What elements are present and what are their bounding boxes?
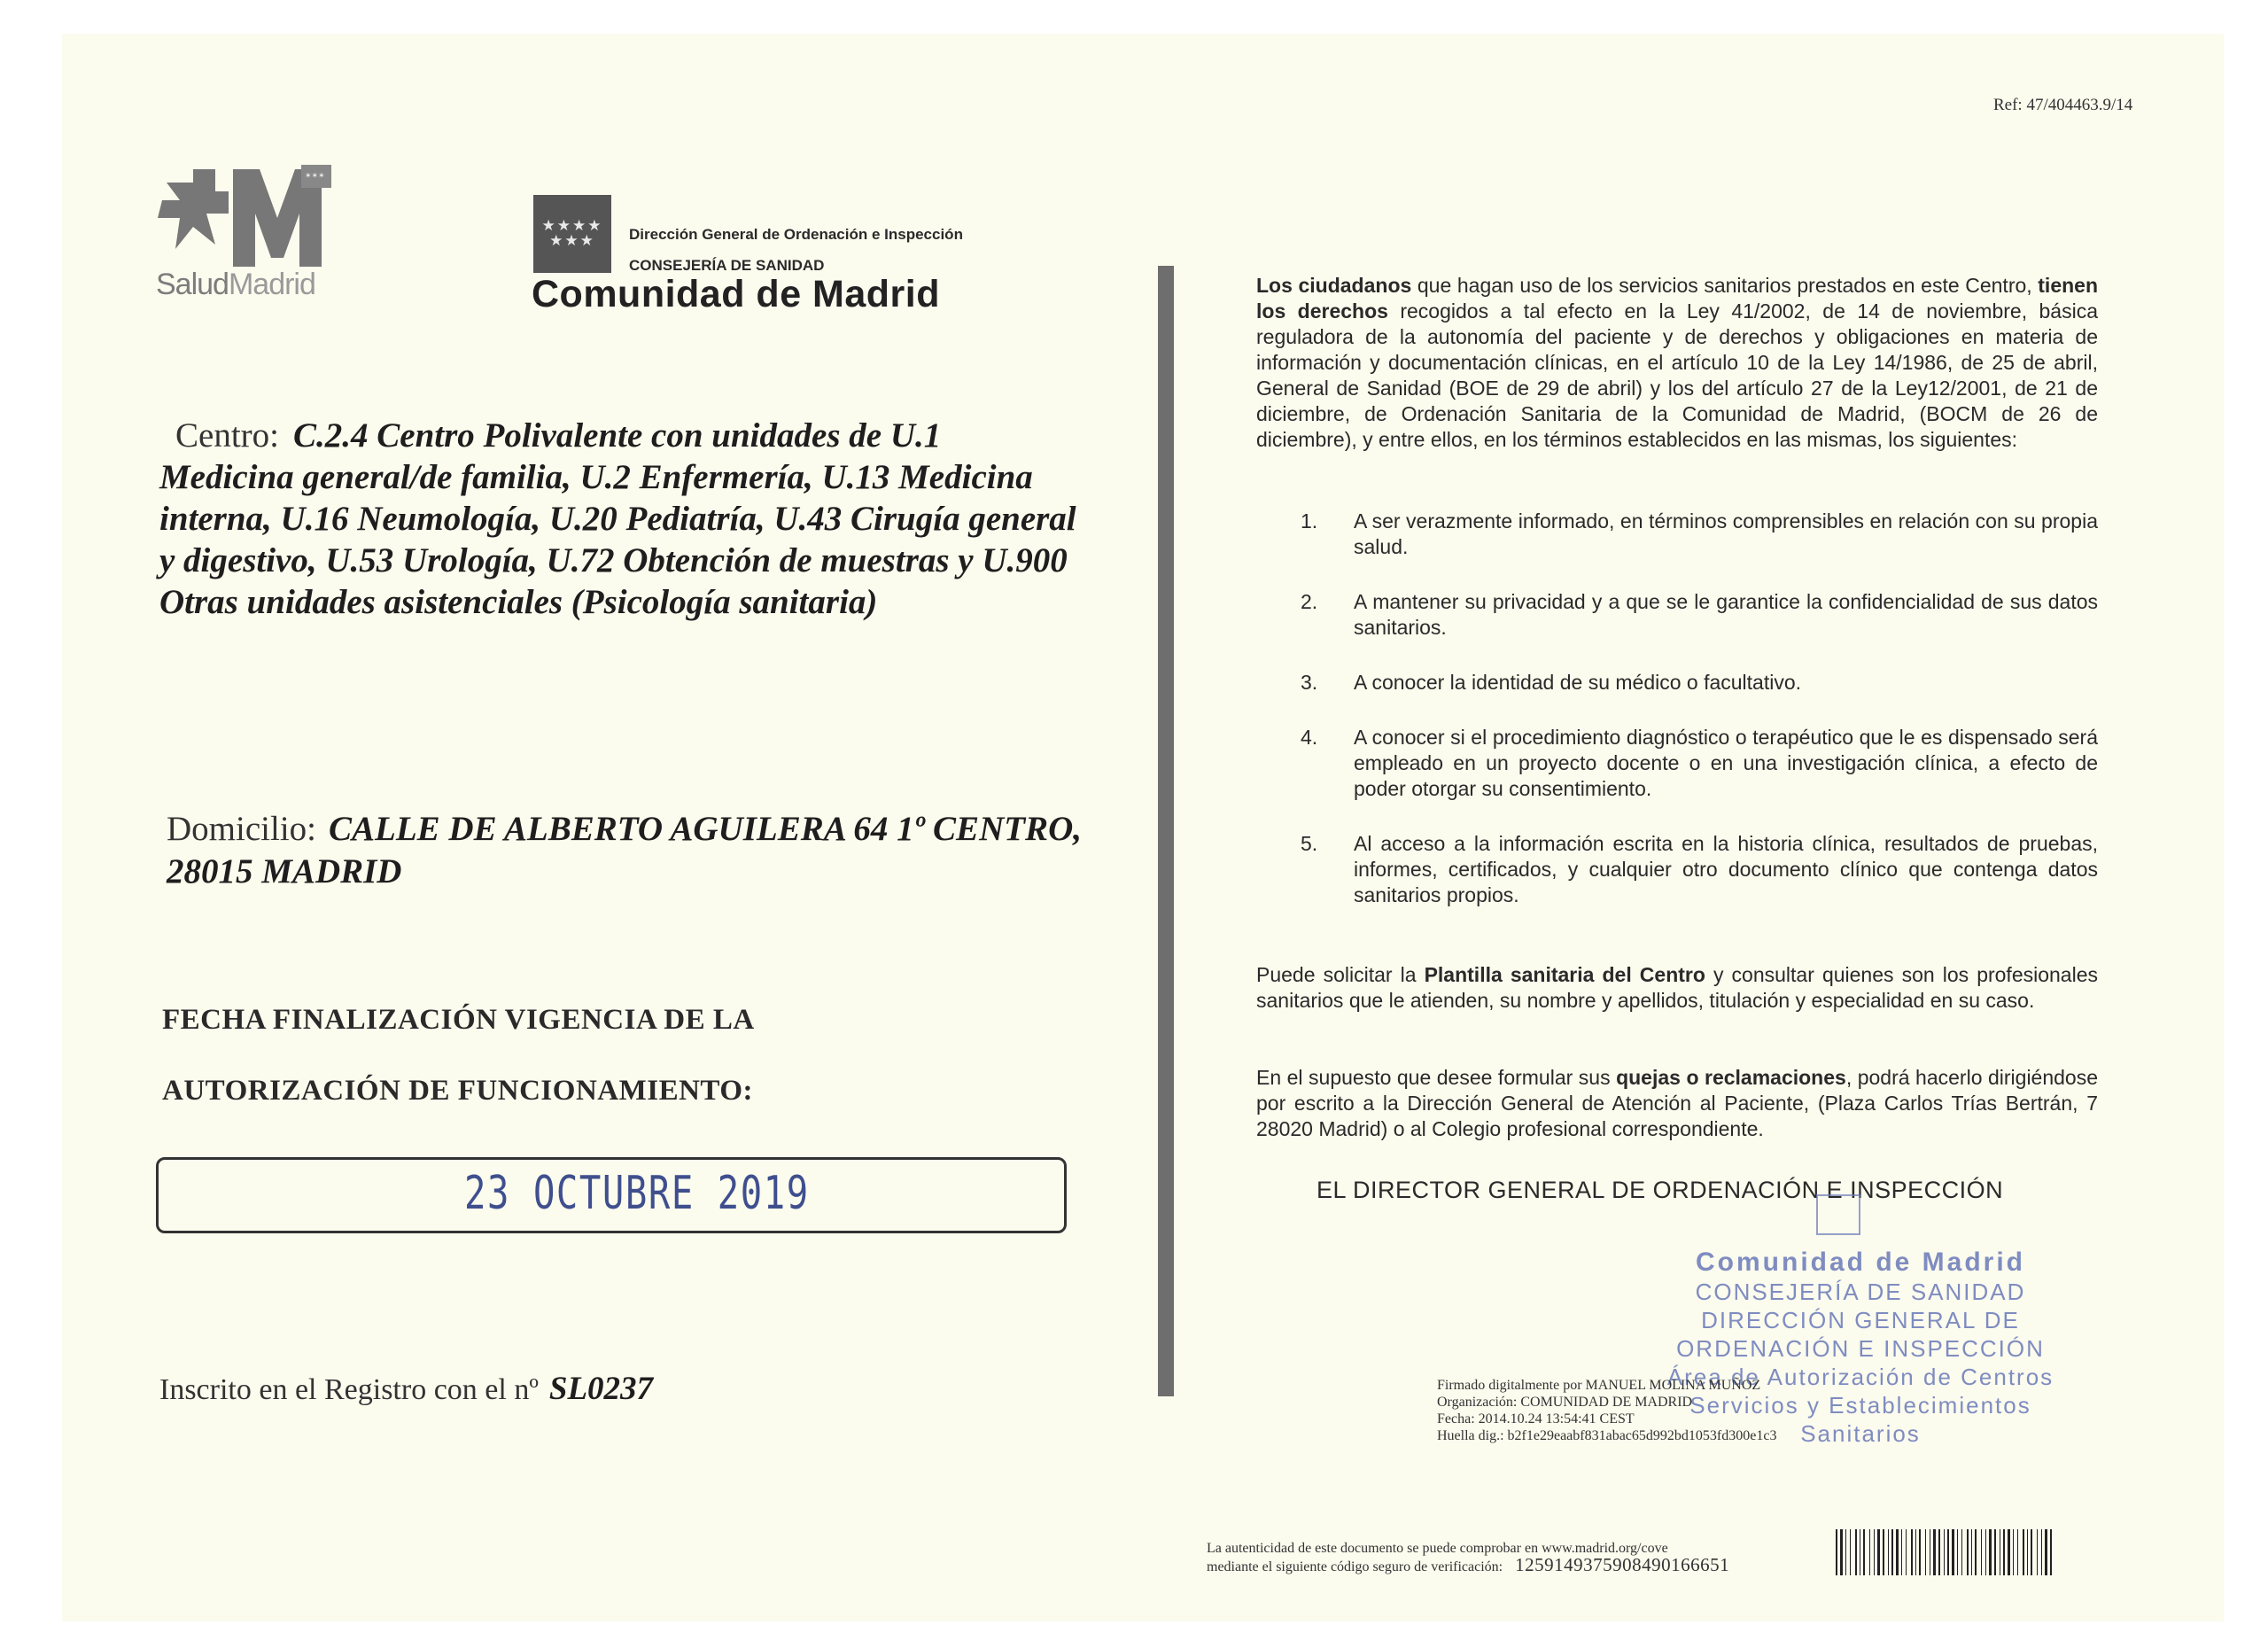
verification-footer <box>1207 1540 1729 1575</box>
rights-list-item <box>1301 589 2098 641</box>
registro-label: Inscrito en el Registro con el nº <box>159 1373 539 1406</box>
rights-intro <box>1256 273 2098 453</box>
vigencia-date-box <box>156 1157 1067 1233</box>
verification-code: 1259149375908490166651 <box>1515 1554 1730 1575</box>
reference-number: Ref: 47/404463.9/14 <box>1993 96 2133 114</box>
plantilla-paragraph <box>1256 962 2098 1014</box>
domicilio-value: CALLE DE ALBERTO AGUILERA 64 1º CENTRO, 28015 MADRID <box>167 810 1082 890</box>
signature-line: Organización: COMUNIDAD DE MADRID <box>1437 1395 1693 1410</box>
list-number: 4. <box>1301 726 1318 749</box>
rights-intro-bold: tienen los derechos <box>1256 274 2098 323</box>
centro-block <box>159 415 1081 623</box>
list-text: A ser verazmente informado, en términos comprensibles en relación con su propia salud. <box>1354 509 2098 558</box>
rights-intro-lead: Los ciudadanos <box>1256 274 1412 297</box>
centro-value: C.2.4 Centro Polivalente con unidades de U.1 Medicina general/de familia, U.2 Enfermería, U.13 Medicina interna, U.16 Neumología, U.20 Pediatría, U.43 Cirugía general y digestivo, U.53 Urología, U.72 Obtención de muestras y U.900 Otras unidades asistenciales (Psicología sanitaria) <box>159 416 1076 621</box>
seal-line: ORDENACIÓN E INSPECCIÓN <box>1676 1335 2045 1362</box>
vigencia-date-stamp: 23 OCTUBRE 2019 <box>464 1167 810 1220</box>
column-divider <box>1158 266 1174 1396</box>
quejas-bold: quejas o reclamaciones <box>1616 1066 1846 1089</box>
seal-emblem-icon <box>1816 1194 1860 1235</box>
seal-line: Servicios y Establecimientos Sanitarios <box>1689 1392 2031 1447</box>
rights-list-item <box>1301 725 2098 802</box>
list-text: A conocer la identidad de su médico o facultativo. <box>1354 671 1802 694</box>
vigencia-heading-line2: AUTORIZACIÓN DE FUNCIONAMIENTO: <box>162 1075 754 1107</box>
seal-line: Comunidad de Madrid <box>1696 1248 2025 1277</box>
rights-intro-text1: que hagan uso de los servicios sanitarios prestados en este Centro, <box>1411 274 2039 297</box>
rights-list-item <box>1301 670 2098 696</box>
signature-line: Firmado digitalmente por MANUEL MOLINA MUÑOZ <box>1437 1378 1761 1393</box>
centro-label: Centro: <box>175 416 279 455</box>
list-number: 1. <box>1301 509 1318 532</box>
quejas-paragraph <box>1256 1065 2098 1142</box>
signature-line: Huella dig.: b2f1e29eaabf831abac65d992bd1053fd300e1c3 <box>1437 1428 1777 1443</box>
rights-list-item <box>1301 831 2098 908</box>
plantilla-text1: Puede solicitar la <box>1256 963 1425 986</box>
director-title: EL DIRECTOR GENERAL DE ORDENACIÓN E INSPECCIÓN <box>1317 1177 2004 1203</box>
list-text: Al acceso a la información escrita en la historia clínica, resultados de pruebas, informes, certificados, y cualquier otro documento clínico que contenga datos sanitarios propios. <box>1354 832 2098 906</box>
digital-signature <box>1437 1377 1776 1444</box>
registro-line <box>159 1370 653 1408</box>
comunidad-flag-icon: ★★★★ ★★★ <box>533 195 611 273</box>
domicilio-label: Domicilio: <box>167 810 316 848</box>
seal-line: DIRECCIÓN GENERAL DE <box>1701 1307 2020 1333</box>
plantilla-bold: Plantilla sanitaria del Centro <box>1424 963 1705 986</box>
domicilio-block <box>167 808 1088 893</box>
verification-code-label: mediante el siguiente código seguro de verificación: <box>1207 1559 1503 1574</box>
registro-number: SL0237 <box>548 1371 654 1407</box>
salud-madrid-wordmark: SaludMadrid <box>156 268 315 301</box>
rights-list <box>1301 509 2098 937</box>
list-number: 2. <box>1301 590 1318 613</box>
list-number: 3. <box>1301 671 1318 694</box>
seal-line: CONSEJERÍA DE SANIDAD <box>1695 1279 2026 1305</box>
comunidad-title: Comunidad de Madrid <box>532 273 940 315</box>
direccion-general-label: Dirección General de Ordenación e Inspección <box>629 226 963 243</box>
list-text: A mantener su privacidad y a que se le garantice la confidencialidad de sus datos sanitarios. <box>1354 590 2098 639</box>
rights-intro-text2: recogidos a tal efecto en la Ley 41/2002, de 14 de noviembre, básica reguladora de la autonomía del paciente y de derechos y obligaciones en materia de información y documentación clínicas, en el artículo 10 de la Ley 14/1986, de 25 de abril, General de Sanidad (BOE de 29 de abril) y los del artículo 27 de la Ley12/2001, de 21 de diciembre, de Ordenación Sanitaria de la Comunidad de Madrid, (BOCM de 26 de diciembre), y entre ellos, en los términos establecidos en las mismas, los siguientes: <box>1256 299 2098 451</box>
svg-text:✶✶✶: ✶✶✶ <box>305 171 325 180</box>
seal-line: Área de Autorización de Centros <box>1666 1364 2054 1390</box>
list-text: A conocer si el procedimiento diagnóstico o terapéutico que le es dispensado será empleado en un proyecto docente o en una investigación clínica, a efecto de poder otorgar su consentimiento. <box>1354 726 2098 800</box>
list-number: 5. <box>1301 832 1318 855</box>
barcode-icon <box>1836 1529 2055 1575</box>
verification-url-text: La autenticidad de este documento se puede comprobar en www.madrid.org/cove <box>1207 1541 1668 1556</box>
quejas-text1: En el supuesto que desee formular sus <box>1256 1066 1617 1089</box>
consejeria-label: CONSEJERÍA DE SANIDAD <box>629 257 825 274</box>
signature-line: Fecha: 2014.10.24 13:54:41 CEST <box>1437 1411 1635 1426</box>
quejas-text2: , podrá hacerlo dirigiéndose por escrito a la Dirección General de Atención al Paciente, (Plaza Carlos Trías Bertrán, 7 28020 Madrid) o al Colegio profesional correspondiente. <box>1256 1066 2099 1140</box>
vigencia-heading-line1: FECHA FINALIZACIÓN VIGENCIA DE LA <box>162 1004 755 1036</box>
plantilla-text2: y consultar quienes son los profesionales sanitarios que le atienden, su nombre y apellidos, titulación y especialidad en su caso. <box>1256 963 2099 1012</box>
rights-list-item <box>1301 509 2098 560</box>
